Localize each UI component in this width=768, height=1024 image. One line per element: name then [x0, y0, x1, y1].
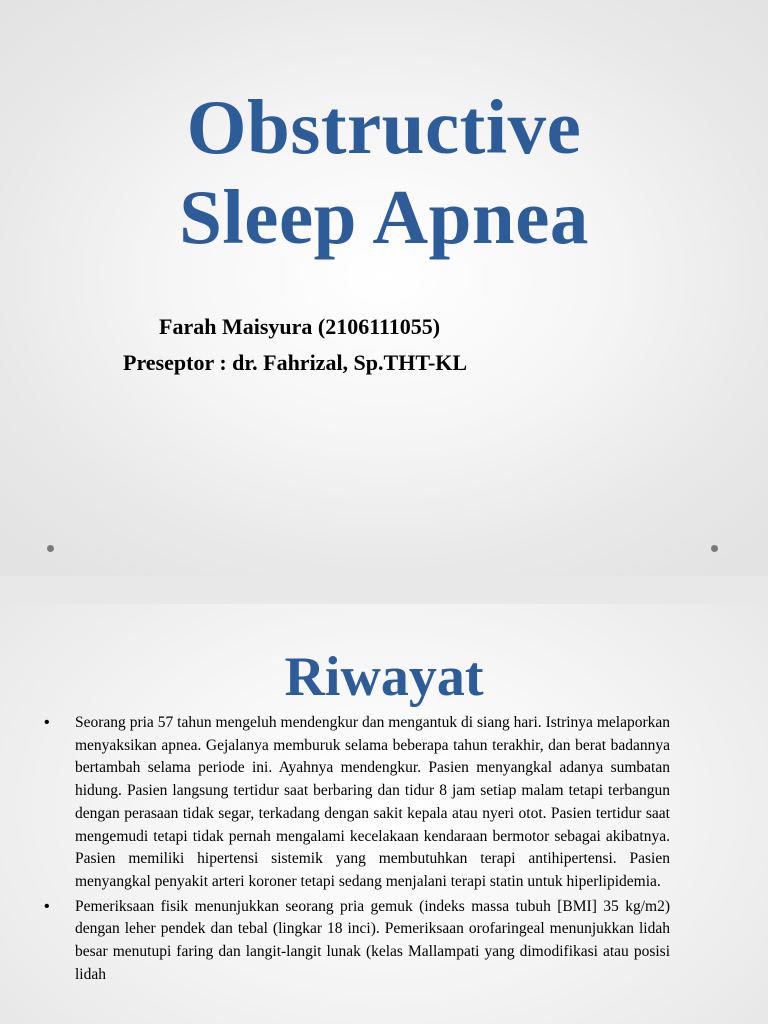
bullet-text: Seorang pria 57 tahun mengeluh mendengkur dan mengantuk di siang hari. Istrinya melaporkan menyaksikan apnea. Gejalanya memburuk selama beberapa tahun terakhir, dan berat badannya bertambah selama periode ini. Ayahnya mendengkur. Pasien menyangkal adanya sumbatan hidung. Pasien langsung tertidur saat berbaring dan tidur 8 jam setiap malam tetapi terbangun dengan perasaan tidak segar, terkadang dengan sakit kepala atau nyeri otot. Pasien tertidur saat mengemudi tetapi tidak pernah mengalami kecelakaan kendaraan bermotor sebagai akibatnya. Pasien memiliki hipertensi sistemik yang membutuhkan terapi antihipertensi. Pasien menyangkal penyakit arteri koroner tetapi sedang menjalani terapi statin untuk hiperlipidemia. — [75, 714, 670, 890]
author-name: Farah Maisyura (2106111055) — [159, 314, 441, 339]
list-item — [44, 712, 670, 894]
list-item — [44, 896, 670, 987]
bullet-icon: • — [44, 714, 50, 731]
slide-separator — [0, 576, 768, 604]
slide-dot-left — [47, 545, 54, 552]
preceptor-name: Preseptor : dr. Fahrizal, Sp.THT-KL — [123, 350, 468, 375]
history-slide — [0, 604, 768, 1024]
slide-dot-right — [711, 545, 718, 552]
bullet-icon: • — [44, 897, 50, 915]
title-line-2: Sleep Apnea — [179, 174, 589, 260]
bullet-list — [44, 712, 670, 988]
presentation-title — [0, 82, 768, 262]
slide-heading: Riwayat — [284, 646, 484, 708]
title-line-1: Obstructive — [186, 84, 582, 170]
bullet-text: Pemeriksaan fisik menunjukkan seorang pria gemuk (indeks massa tubuh [BMI] 35 kg/m2) dengan leher pendek dan tebal (lingkar 18 inci). Pemeriksaan orofaringeal menunjukkan lidah besar menutupi faring dan langit-langit lunak (kelas Mallampati yang dimodifikasi atau posisi lidah — [75, 897, 670, 983]
